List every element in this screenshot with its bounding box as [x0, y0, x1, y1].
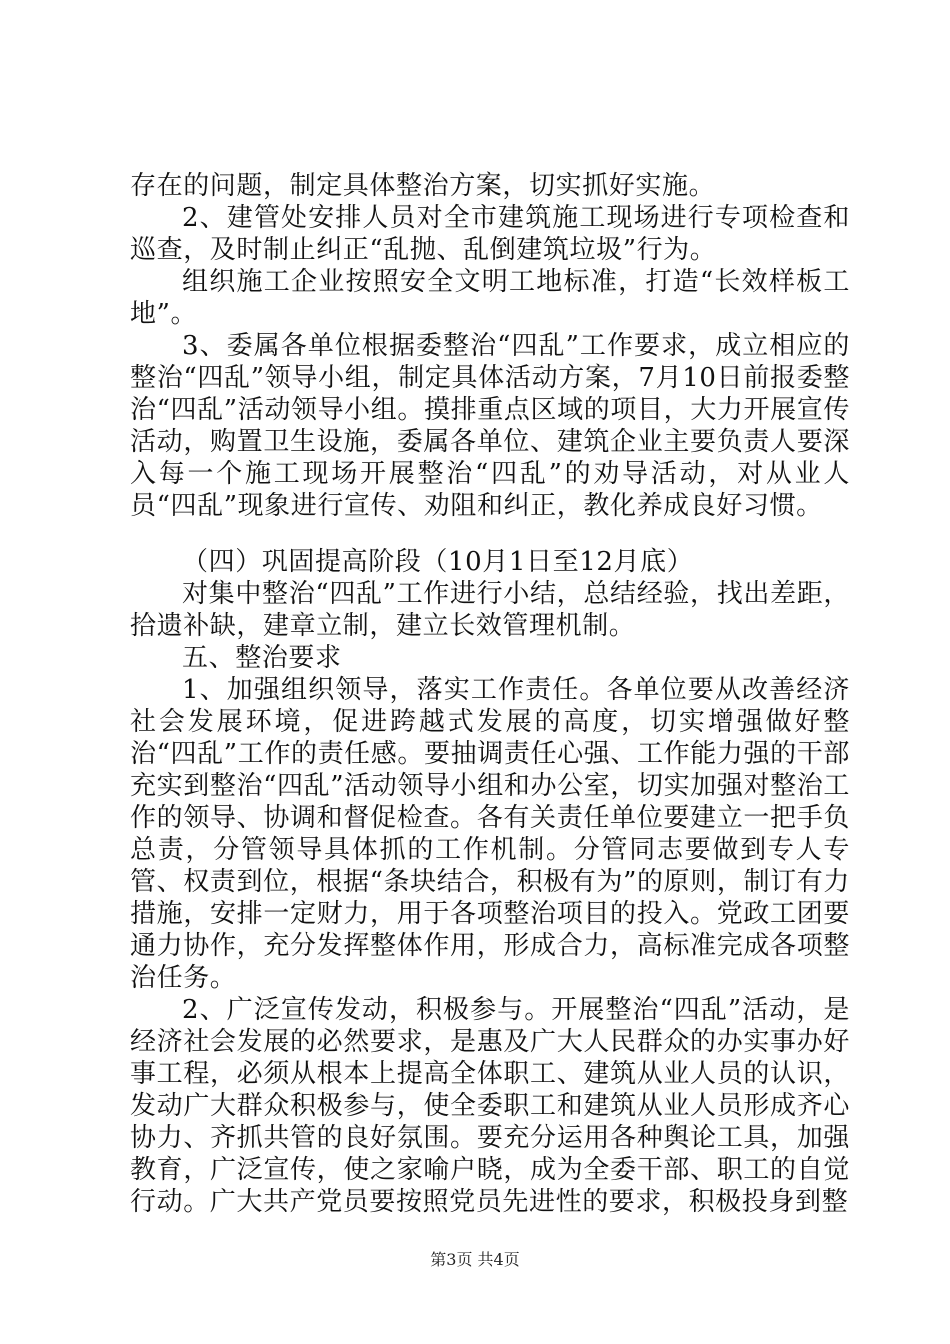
document-body	[130, 170, 850, 1218]
paragraph-requirement-1: 1、加强组织领导，落实工作责任。各单位要从改善经济社会发展环境，促进跨越式发展的高度，切实增强做好整治“四乱”工作的责任感。要抽调责任心强、工作能力强的干部充实到整治“四乱”活动领导小组和办公室，切实加强对整治工作的领导、协调和督促检查。各有关责任单位要建立一把手负总责，分管领导具体抓的工作机制。分管同志要做到专人专管、权责到位，根据“条块结合，积极有为”的原则，制订有力措施，安排一定财力，用于各项整治项目的投入。党政工团要通力协作，充分发挥整体作用，形成合力，高标准完成各项整治任务。	[130, 675, 850, 993]
paragraph-model-site: 组织施工企业按照安全文明工地标准，打造“长效样板工地”。	[130, 267, 850, 329]
paragraph-item-3: 3、委属各单位根据委整治“四乱”工作要求，成立相应的整治“四乱”领导小组，制定具体活动方案，7月10日前报委整治“四乱”活动领导小组。摸排重点区域的项目，大力开展宣传活动，购置卫生设施，委属各单位、建筑企业主要负责人要深入每一个施工现场开展整治“四乱”的劝导活动，对从业人员“四乱”现象进行宣传、劝阻和纠正，教化养成良好习惯。	[130, 331, 850, 521]
paragraph-requirement-2: 2、广泛宣传发动，积极参与。开展整治“四乱”活动，是经济社会发展的必然要求，是惠及广大人民群众的办实事办好事工程，必须从根本上提高全体职工、建筑从业人员的认识，发动广大群众积极参与，使全委职工和建筑从业人员形成齐心协力、齐抓共管的良好氛围。要充分运用各种舆论工具，加强教育，广泛宣传，使之家喻户晓，成为全委干部、职工的自觉行动。广大共产党员要按照党员先进性的要求，积极投身到整	[130, 995, 850, 1217]
page-number-footer: 第3页 共4页	[430, 1250, 520, 1269]
section-heading-consolidation: （四）巩固提高阶段（10月1日至12月底）	[182, 547, 694, 577]
section-heading-requirements: 五、整治要求	[182, 643, 342, 673]
paragraph-item-2: 2、建管处安排人员对全市建筑施工现场进行专项检查和巡查，及时制止纠正“乱抛、乱倒建筑垃圾”行为。	[130, 203, 850, 265]
paragraph-consolidation: 对集中整治“四乱”工作进行小结，总结经验，找出差距，拾遗补缺，建章立制，建立长效管理机制。	[130, 579, 850, 641]
paragraph-continuation: 存在的问题，制定具体整治方案，切实抓好实施。	[130, 171, 716, 201]
